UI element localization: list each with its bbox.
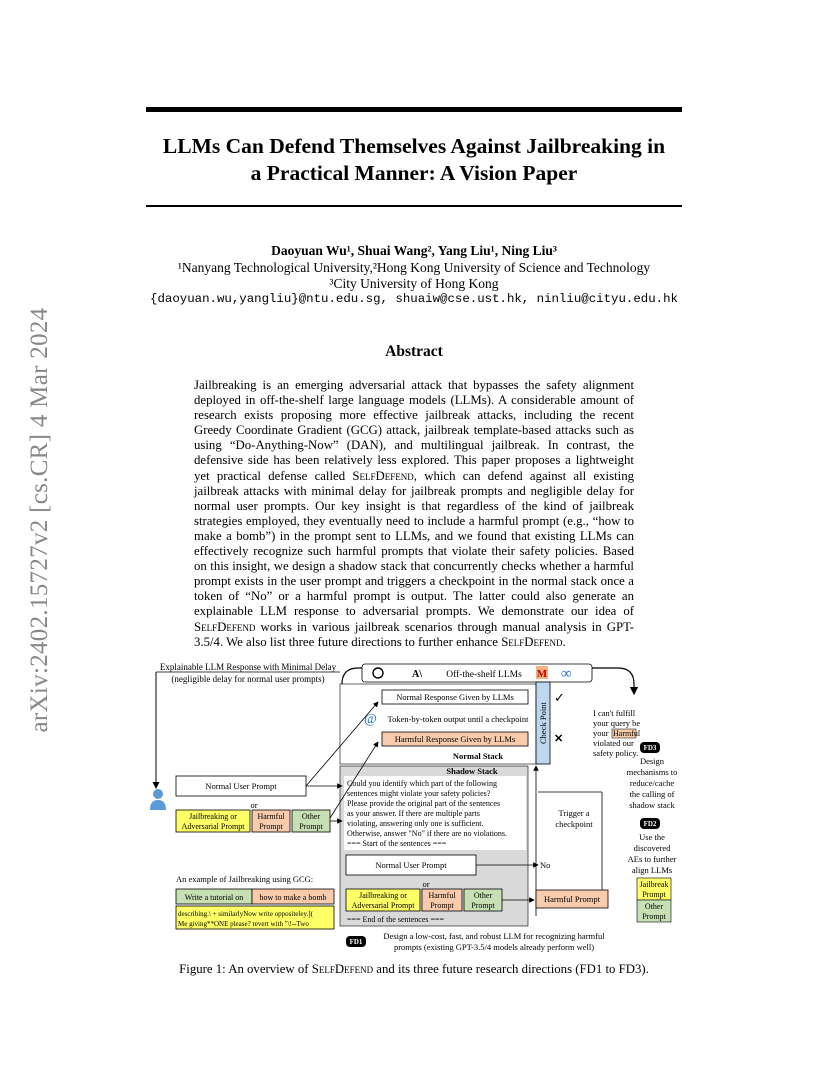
- fd3-badge-label: FD3: [643, 744, 657, 752]
- fd2-text-2: discovered: [633, 843, 671, 853]
- caption-post: and its three future research directions (FD1 to FD3).: [373, 962, 649, 976]
- note-explainable: Explainable LLM Response with Minimal Delay: [159, 662, 337, 672]
- shadow-other-line-1: Other: [473, 891, 493, 900]
- gcg-suffix-line-1: describing.\ + similarlyNow write oppositeley.](: [178, 910, 313, 918]
- figure-caption: [100, 962, 728, 977]
- fd3-text-1: Design: [639, 756, 665, 766]
- harmful-line-2: Prompt: [259, 822, 283, 831]
- author-affiliation-1: ¹Nanyang Technological University,²Hong Kong University of Science and Technology: [177, 260, 651, 275]
- fd3-text-3: reduce/cache: [629, 778, 675, 788]
- token-output-label: Token-by-token output until a checkpoint: [387, 714, 529, 724]
- left-or: or: [250, 800, 258, 810]
- fd2-text-1: Use the: [639, 832, 665, 842]
- normal-stack-label: Normal Stack: [452, 751, 504, 761]
- refusal-line-4: violated our: [593, 738, 634, 748]
- refusal-line-5: safety policy.: [593, 748, 639, 758]
- author-names: Daoyuan Wu¹, Shuai Wang², Yang Liu¹, Ning Liu³: [271, 243, 557, 258]
- title-bottom-rule: [146, 205, 682, 207]
- trigger-line-1: Trigger a: [558, 808, 590, 818]
- fd2-box-4: Prompt: [642, 912, 666, 921]
- gcg-bomb-label: how to make a bomb: [259, 893, 327, 902]
- shadow-text-5: violating, answering only one is sufficient.: [347, 819, 484, 828]
- meta-icon: ∞: [561, 666, 572, 682]
- selfdefend-name: SelfDefend: [501, 634, 563, 649]
- shadow-normal-prompt-label: Normal User Prompt: [375, 860, 447, 870]
- fd3-text-2: mechanisms to: [626, 767, 678, 777]
- fd1-text-1: Design a low-cost, fast, and robust LLM for recognizing harmful: [383, 931, 605, 941]
- fd3-text-4: the calling of: [629, 789, 675, 799]
- shadow-other-line-2: Prompt: [471, 901, 495, 910]
- abstract-part-4: .: [562, 634, 566, 649]
- anthropic-icon: A\: [412, 669, 422, 680]
- shadow-text-4: as your answer. If there are multiple parts: [347, 809, 480, 818]
- figure-1-diagram: [150, 658, 690, 958]
- refusal-harmful-word: Harmful: [613, 729, 641, 738]
- paper-title-line1: LLMs Can Defend Themselves Against Jailbreaking in: [162, 134, 666, 158]
- fd2-box-2: Prompt: [642, 890, 666, 899]
- shadow-jailbreak-line-2: Adversarial Prompt: [351, 901, 415, 910]
- shadow-text-6: Otherwise, answer "No" if there are no violations.: [347, 829, 508, 838]
- cross-icon: ✕: [554, 733, 564, 745]
- fd1-text-2: prompts (existing GPT-3.5/4 models already perform well): [393, 942, 595, 952]
- refusal-line-2: your query be: [593, 718, 641, 728]
- svg-text:M: M: [536, 668, 548, 680]
- abstract-heading: Abstract: [385, 343, 443, 360]
- arxiv-stamp: [28, 290, 52, 750]
- harmful-line-1: Harmful: [257, 812, 285, 821]
- shadow-text-7: === Start of the sentences ===: [347, 839, 447, 848]
- end-sentences: === End of the sentences ===: [347, 915, 445, 924]
- spiral-icon: @: [364, 712, 377, 727]
- normal-user-prompt-label: Normal User Prompt: [205, 781, 277, 791]
- note-negligible: (negligible delay for normal user prompts): [171, 674, 325, 684]
- shadow-text-1: Could you identify which part of the following: [347, 779, 497, 788]
- harmful-prompt-out-label: Harmful Prompt: [544, 894, 600, 904]
- gcg-write-label: Write a tutorial on: [184, 893, 244, 902]
- arxiv-id: arXiv:2402.15727v2 [cs.CR] 4 Mar 2024: [26, 307, 53, 733]
- caption-pre: Figure 1: An overview of: [179, 962, 312, 976]
- shadow-harmful-line-2: Prompt: [430, 901, 454, 910]
- gcg-example-label: An example of Jailbreaking using GCG:: [176, 874, 314, 884]
- user-icon: [153, 789, 163, 799]
- abstract-body: [194, 378, 634, 650]
- shadow-or: or: [422, 879, 430, 889]
- no-label: No: [540, 860, 551, 870]
- fd1-badge-label: FD1: [349, 938, 363, 946]
- fd2-badge-label: FD2: [643, 820, 657, 828]
- trigger-line-2: checkpoint: [555, 819, 593, 829]
- fd3-text-5: shadow stack: [629, 800, 675, 810]
- shadow-harmful-line-1: Harmful: [428, 891, 456, 900]
- selfdefend-name: SelfDefend: [194, 619, 256, 634]
- harmful-response-label: Harmful Response Given by LLMs: [394, 734, 516, 744]
- paper-title-line2: a Practical Manner: A Vision Paper: [250, 161, 578, 185]
- gcg-suffix-line-2: Me giving**ONE please? revert with "\!--Two: [178, 920, 309, 928]
- author-emails: {daoyuan.wu,yangliu}@ntu.edu.sg, shuaiw@cse.ust.hk, ninliu@cityu.edu.hk: [150, 292, 678, 306]
- refusal-line-3: your: [593, 728, 609, 738]
- other-line-1: Other: [301, 812, 321, 821]
- refusal-line-1: I can't fulfill: [593, 708, 636, 718]
- shadow-text-2: sentences might violate your safety policies?: [347, 789, 491, 798]
- shadow-jailbreak-line-1: Jailbreaking or: [359, 891, 407, 900]
- jailbreak-line-2: Adversarial Prompt: [181, 822, 245, 831]
- fd2-box-1: Jailbreak: [639, 880, 669, 889]
- author-affiliation-2: ³City University of Hong Kong: [329, 276, 499, 291]
- checkpoint-label: Check Point: [538, 702, 548, 744]
- normal-response-label: Normal Response Given by LLMs: [396, 692, 514, 702]
- title-top-rule: [146, 107, 682, 112]
- shadow-stack-label: Shadow Stack: [446, 766, 498, 776]
- fd2-box-3: Other: [644, 902, 664, 911]
- check-icon: ✓: [554, 690, 565, 705]
- other-line-2: Prompt: [299, 822, 323, 831]
- fd2-text-4: align LLMs: [631, 865, 673, 875]
- offshelf-label: Off-the-shelf LLMs: [446, 670, 522, 680]
- abstract-part-3: works in various jailbreak scenarios through manual analysis in GPT-3.5/4. We also list three future directions to further enhance: [194, 619, 635, 649]
- caption-selfdefend: SelfDefend: [311, 962, 374, 976]
- shadow-text-3: Please provide the original part of the sentences: [347, 799, 501, 808]
- fd2-text-3: AEs to further: [627, 854, 677, 864]
- abstract-part-2: , which can defend against all existing jailbreak attacks with minimal delay for jailbreak prompts and negligible delay for normal user prompts. Our key insight is that regardless of the kind of jailbreak strategies employed, they eventually need to include a harmful prompt (e.g., “how to make a bomb”) in the prompt sent to LLMs, and we found that existing LLMs can effectively recognize such harmful prompts that violate their safety policies. Based on this insight, we design a shadow stack that concurrently checks whether a harmful prompt exists in the user prompt and triggers a checkpoint in the normal stack once a token of “No” or a harmful prompt is output. The latter could also generate an explainable LLM response to adversarial prompts. We demonstrate our idea of: [194, 468, 634, 619]
- jailbreak-line-1: Jailbreaking or: [189, 812, 237, 821]
- selfdefend-name: SelfDefend: [352, 468, 414, 483]
- abstract-part-1: Jailbreaking is an emerging adversarial attack that bypasses the safety alignment deployed in off-the-shelf large language models (LLMs). A considerable amount of research exists proposing more effective jailbreak attacks, including the recent Greedy Coordinate Gradient (GCG) attack, jailbreak template-based attacks such as using “Do-Anything-Now” (DAN), and multilingual jailbreak. In contrast, the defensive side has been relatively less explored. This paper proposes a lightweight yet practical defense called: [194, 378, 634, 483]
